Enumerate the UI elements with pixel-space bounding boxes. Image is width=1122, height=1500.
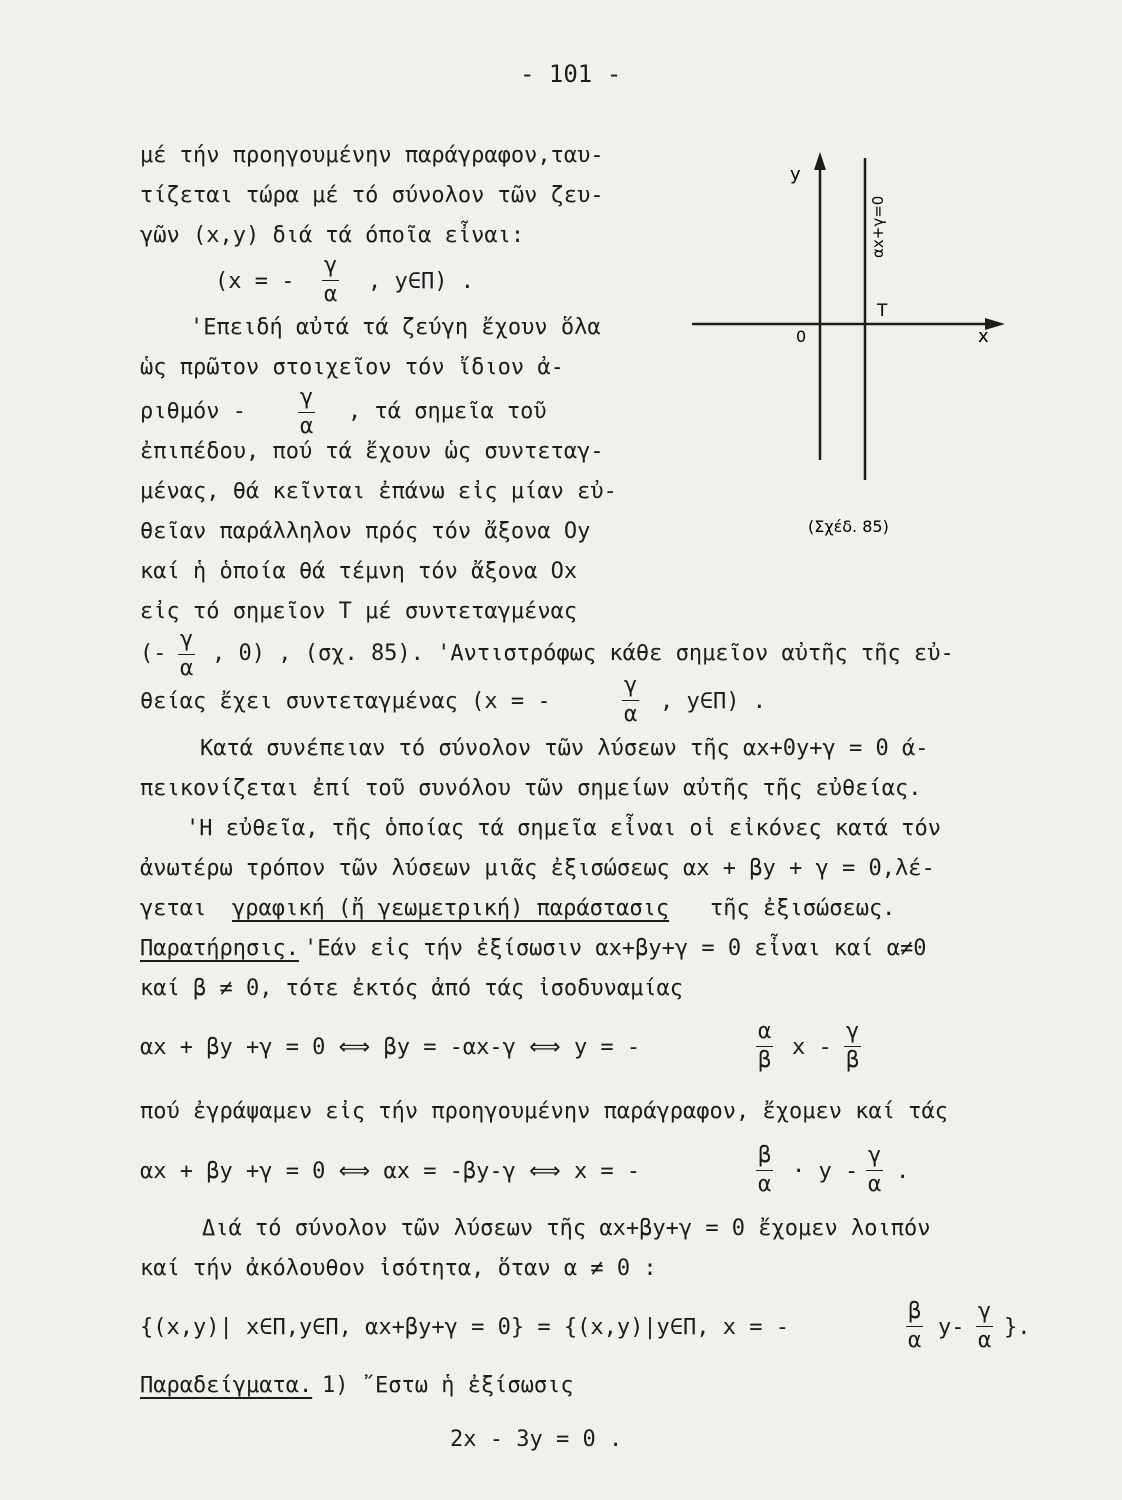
text-line: 'Η εὐθεῖα, τῆς ὁποίας τά σημεῖα εἶναι οἱ εἰκόνες κατά τόν (186, 816, 941, 841)
y-axis-label: y (790, 164, 801, 185)
text-line: εἰς τό σημεῖον T μέ συντεταγμένας (140, 599, 578, 624)
equation: 2x - 3y = 0 . (450, 1427, 623, 1452)
fraction-gamma-alpha: $\frac{\gamma}{\alpha}$ (978, 1299, 992, 1353)
text-line: ὡς πρῶτον στοιχεῖον τόν ἴδιον ἀ- (140, 355, 564, 380)
point-t-label: T (877, 301, 888, 321)
math-line: . (896, 1159, 910, 1184)
text-line: γῶν (x,y) διά τά όποῖα εἶναι: (140, 223, 525, 248)
fraction-gamma-alpha: $\frac{\gamma}{\alpha}$ (300, 385, 314, 439)
text-line: Διά τό σύνολον τῶν λύσεων τῆς αx+βy+γ = 0 ἔχομεν λοιπόν (202, 1216, 931, 1241)
text-line: 'Επειδή αὐτά τά ζεύγη ἔχουν ὅλα (190, 315, 601, 340)
text-line: πεικονίζεται ἐπί τοῦ συνόλου τῶν σημείων αὐτῆς τῆς εὐθείας. (140, 776, 922, 801)
text-line: καί τήν ἀκόλουθον ἰσότητα, ὅταν α ≠ 0 : (140, 1256, 657, 1281)
math-line: (x = - (215, 269, 295, 294)
page-number: - 101 - (520, 60, 622, 88)
text-line: τίζεται τώρα μέ τό σύνολον τῶν ζευ- (140, 183, 604, 208)
text-line: μέ τήν προηγουμένην παράγραφον,ταυ- (140, 143, 604, 168)
underlined-term: γραφική (ἤ γεωμετρική) παράστασις (232, 896, 670, 921)
fraction-gamma-alpha: $\frac{\gamma}{\alpha}$ (868, 1143, 882, 1197)
math-line: }. (1004, 1315, 1031, 1340)
text-line: καί β ≠ 0, τότε ἐκτός ἀπό τάς ἰσοδυναμίας (140, 976, 684, 1001)
math-line: (- (140, 641, 167, 666)
fraction-gamma-alpha: $\frac{\gamma}{\alpha}$ (624, 673, 638, 727)
math-line: , y∈Π) . (368, 269, 474, 294)
fraction-gamma-alpha: $\frac{\gamma}{\alpha}$ (324, 253, 338, 307)
text-line: μένας, θά κεῖνται ἐπάνω εἰς μίαν εὐ- (140, 479, 617, 504)
math-line: αx + βy +γ = 0 ⟺ αx = -βy-γ ⟺ x = - (140, 1159, 641, 1184)
math-line: · y - (792, 1159, 859, 1184)
text-line: ἐπιπέδου, πού τά ἔχουν ὡς συντεταγ- (140, 439, 604, 464)
math-line: y- (938, 1315, 965, 1340)
fraction-gamma-beta: $\frac{\gamma}{\beta}$ (846, 1019, 860, 1073)
fraction-beta-alpha: $\frac{\beta}{\alpha}$ (908, 1299, 922, 1353)
remark-heading: Παρατήρησις. (140, 936, 299, 961)
text-line: 'Εάν εἰς τήν ἐξίσωσιν αx+βy+γ = 0 εἶναι καί α≠0 (304, 936, 927, 961)
examples-heading: Παραδείγματα. (140, 1373, 313, 1398)
text-line: , y∈Π) . (660, 689, 766, 714)
math-line: x - (792, 1035, 832, 1060)
figure-85 (680, 150, 1020, 550)
y-axis-arrow (814, 152, 826, 170)
text-line: , 0) , (σχ. 85). 'Αντιστρόφως κάθε σημεῖον αὐτῆς τῆς εὐ- (212, 641, 954, 666)
text-line: Κατά συνέπειαν τό σύνολον τῶν λύσεων τῆς αx+0y+γ = 0 ά- (200, 736, 929, 761)
text-line: , τά σημεῖα τοῦ (348, 399, 547, 424)
text-line: καί ἡ ὁποία θά τέμνη τόν ἄξονα Ox (140, 559, 578, 584)
text-line: θείας ἔχει συντεταγμένας (x = - (140, 689, 551, 714)
set-equality: {(x,y)| x∈Π,y∈Π, αx+βy+γ = 0} = {(x,y)|y∈Π, x = - (140, 1315, 790, 1340)
fraction-beta-alpha: $\frac{\beta}{\alpha}$ (758, 1143, 772, 1197)
text-line: ἀνωτέρω τρόπον τῶν λύσεων μιᾶς ἐξισώσεως αx + βy + γ = 0,λέ- (140, 856, 935, 881)
fraction-alpha-beta: $\frac{\alpha}{\beta}$ (758, 1019, 772, 1073)
figure-caption: (Σχέδ. 85) (808, 517, 889, 536)
text-line: ριθμόν - (140, 399, 246, 424)
origin-label: 0 (796, 327, 807, 346)
math-line: αx + βy +γ = 0 ⟺ βy = -αx-γ ⟺ y = - (140, 1035, 641, 1060)
text-line: γεται (140, 896, 207, 921)
line-equation-label: αx+γ=0 (869, 195, 887, 258)
text-line: θεῖαν παράλληλον πρός τόν ἄξονα Oy (140, 519, 591, 544)
fraction-gamma-alpha: $\frac{\gamma}{\alpha}$ (180, 627, 194, 681)
text-line: τῆς ἐξισώσεως. (710, 896, 896, 921)
text-line: 1) ῎Εστω ἡ ἐξίσωσις (322, 1373, 574, 1398)
text-line: πού ἐγράψαμεν εἰς τήν προηγουμένην παράγραφον, ἔχομεν καί τάς (140, 1099, 948, 1124)
x-axis-label: x (978, 326, 989, 347)
